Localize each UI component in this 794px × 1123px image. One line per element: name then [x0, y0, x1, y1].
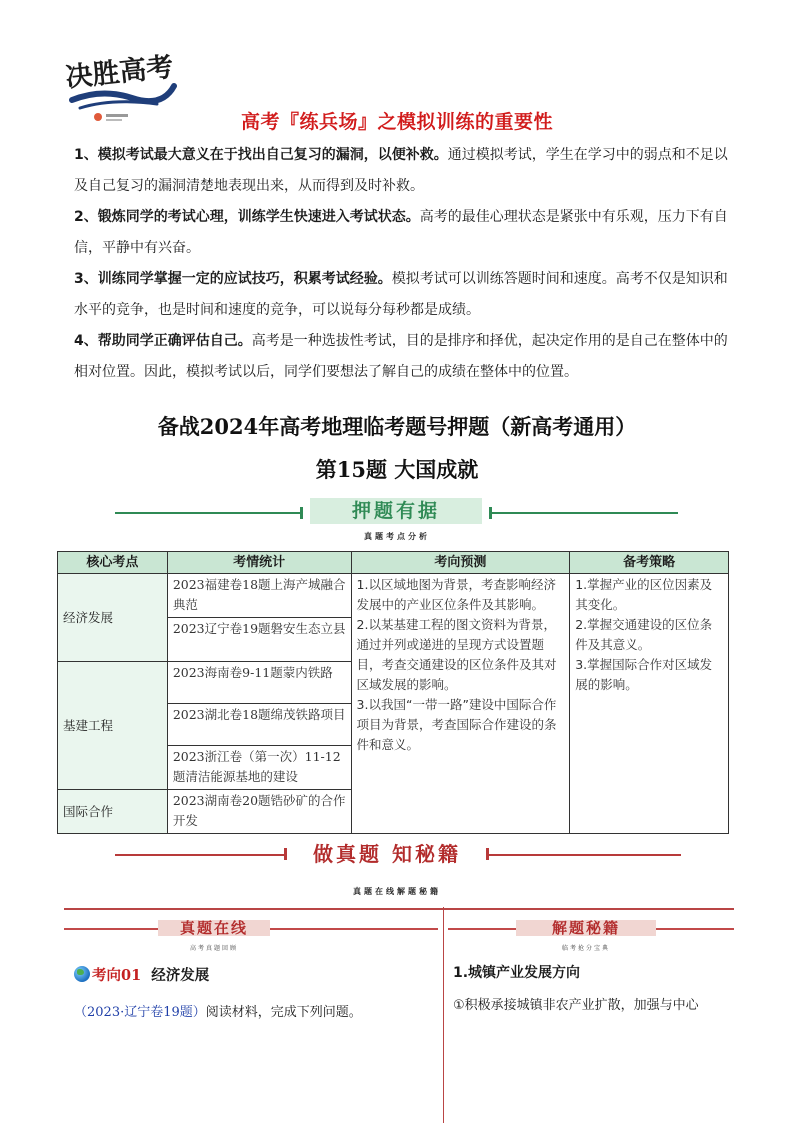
right-header-line-left [448, 928, 516, 930]
question-intro [74, 1001, 362, 1020]
exam-cell: 2023海南卷9-11题蒙内铁路 [167, 662, 351, 704]
exam-analysis-table [57, 551, 729, 834]
logo-text: 决胜高考 [64, 51, 175, 94]
importance-item-4-text: 高考是一种选拔性考试，目的是排序和择优，起决定作用的是自己在整体中的相对位置。因此，模拟考试以后，同学们要想法了解自己的成绩在整体中的位置。 [74, 333, 728, 380]
table-row [58, 574, 729, 618]
left-section-header-text: 真题在线 [179, 919, 248, 937]
importance-item-2-text: 高考的最佳心理状态是紧张中有乐观，压力下有自信，平静中有兴奋。 [74, 209, 728, 256]
topic-number: 01 [121, 967, 142, 984]
exam-cell: 2023辽宁卷19题磐安生态立县 [167, 618, 351, 662]
topic-cell: 国际合作 [58, 790, 168, 834]
right-section-tiny: 临考抢分宝典 [561, 945, 610, 952]
banner1-subtitle: 真题考点分析 [364, 532, 430, 541]
banner1-label: 押题有据 [310, 498, 482, 524]
table-header: 考情统计 [167, 552, 351, 574]
importance-item-1-text: 通过模拟考试，学生在学习中的弱点和不足以及自己复习的漏洞清楚地表现出来，从而得到及时补救。 [74, 147, 728, 194]
topic-cell: 基建工程 [58, 662, 168, 790]
forecast-cell: 1.以区域地图为背景，考查影响经济发展中的产业区位条件及其影响。 2.以某基建工程的图文资料为背景，通过并列或递进的呈现方式设置题目，考查交通建设的区位条件及其对区域发展的影响。 3.以我国“一带一路”建设中国际合作项目为背景，考查国际合作建设的条件和意义。 [351, 574, 570, 834]
globe-icon [74, 966, 90, 982]
importance-item-3 [74, 264, 734, 326]
exam-cell: 2023湖南卷20题锆砂矿的合作开发 [167, 790, 351, 834]
importance-item-2 [74, 202, 734, 264]
exam-cell: 2023福建卷18题上海产城融合典范 [167, 574, 351, 618]
right-section-header [516, 917, 656, 939]
strategy-cell: 1.掌握产业的区位因素及其变化。 2.掌握交通建设的区位条件及其意义。 3.掌握国际合作对区域发展的影响。 [570, 574, 729, 834]
table-header: 备考策略 [570, 552, 729, 574]
left-section-tiny: 高考真题回顾 [189, 945, 238, 952]
table-header: 核心考点 [58, 552, 168, 574]
importance-item-3-text: 模拟考试可以训练答题时间和速度。高考不仅是知识和水平的竞争，也是时间和速度的竞争，可以说每分每秒都是成绩。 [74, 271, 728, 318]
banner1-line-left [115, 512, 301, 514]
tip-text: ①积极承接城镇非农产业扩散，加强与中心 [453, 998, 699, 1013]
tip-title: 1.城镇产业发展方向 [453, 965, 581, 981]
table-header: 考向预测 [351, 552, 570, 574]
banner1-line-right [492, 512, 678, 514]
importance-item-4-bold: 4、帮助同学正确评估自己。 [74, 333, 252, 349]
question-text: 阅读材料，完成下列问题。 [205, 1005, 362, 1020]
importance-item-1-bold: 1、模拟考试最大意义在于找出自己复习的漏洞，以便补救。 [74, 147, 448, 163]
banner2-subtitle: 真题在线解题秘籍 [353, 887, 441, 896]
left-section-header [158, 917, 270, 939]
topic-heading [74, 964, 209, 985]
left-header-line-left [64, 928, 158, 930]
right-section-header-text: 解题秘籍 [551, 919, 620, 937]
banner2-line-right [489, 854, 681, 856]
topic-cell: 经济发展 [58, 574, 168, 662]
importance-title: 高考『练兵场』之模拟训练的重要性 [240, 111, 553, 133]
table-header-row [58, 552, 729, 574]
right-header-line-right [656, 928, 734, 930]
section-top-rule [64, 908, 734, 910]
banner1-tick-left [300, 507, 303, 519]
importance-item-4 [74, 326, 734, 388]
column-divider [443, 907, 444, 1123]
banner2-line-left [115, 854, 285, 856]
topic-name: 经济发展 [151, 968, 210, 984]
importance-item-1 [74, 140, 734, 202]
exam-cell: 2023浙江卷（第一次）11-12题清洁能源基地的建设 [167, 746, 351, 790]
topic-prefix: 考向 [92, 967, 121, 984]
banner2-tick-left [284, 848, 287, 860]
question-source: （2023·辽宁卷19题） [74, 1005, 206, 1020]
main-title: 备战2024年高考地理临考题号押题（新高考通用） [157, 414, 637, 439]
left-header-line-right [270, 928, 438, 930]
banner2-label: 做真题 知秘籍 [313, 842, 461, 866]
sub-title: 第15题 大国成就 [315, 457, 479, 482]
importance-item-3-bold: 3、训练同学掌握一定的应试技巧，积累考试经验。 [74, 271, 392, 287]
exam-cell: 2023湖北卷18题绵茂铁路项目 [167, 704, 351, 746]
importance-item-2-bold: 2、锻炼同学的考试心理，训练学生快速进入考试状态。 [74, 209, 420, 225]
